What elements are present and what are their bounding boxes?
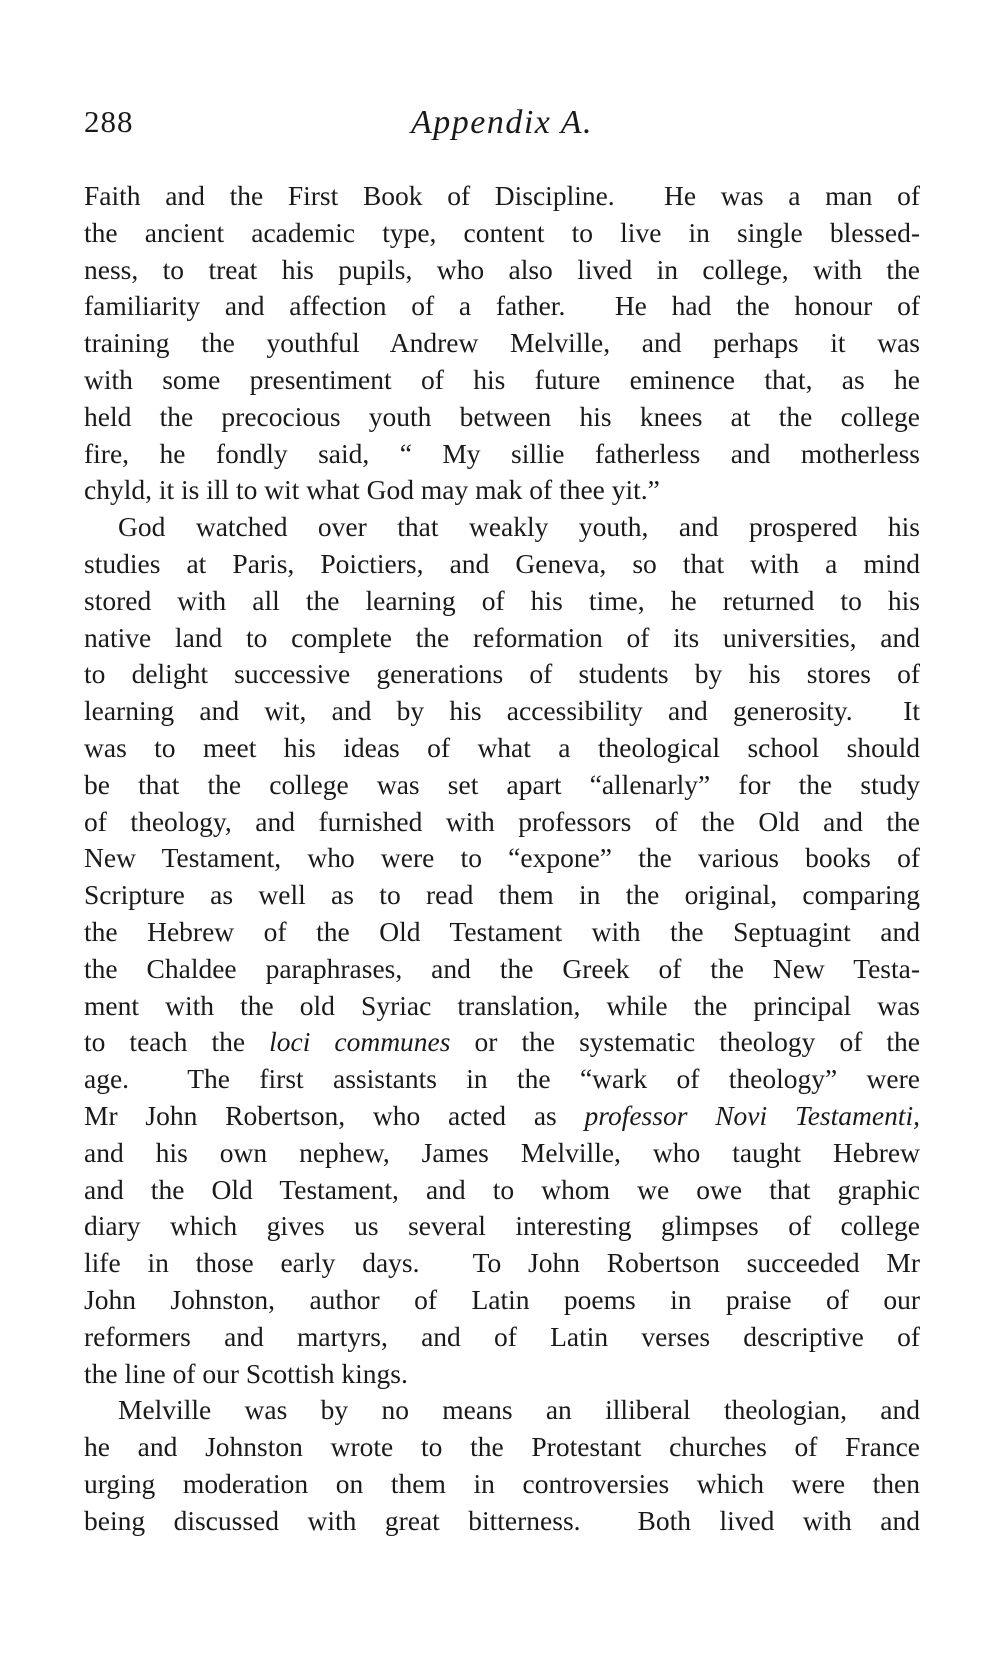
text-line: and the Old Testament, and to whom we owe that graphic <box>84 1173 920 1205</box>
text-line: God watched over that weakly youth, and prospered his <box>118 511 920 543</box>
text-line: the ancient academic type, content to live in single blessed- <box>84 216 920 248</box>
text-line: urging moderation on them in controversies which were then <box>84 1467 920 1499</box>
text-line: life in those early days. To John Robertson succeeded Mr <box>84 1247 920 1279</box>
text-line: the Chaldee paraphrases, and the Greek of the New Testa- <box>84 952 920 984</box>
text-line: ment with the old Syriac translation, while the principal was <box>84 989 920 1021</box>
text-line: the Hebrew of the Old Testament with the Septuagint and <box>84 915 920 947</box>
text-line: to delight successive generations of students by his stores of <box>84 658 920 690</box>
running-title: Appendix A. <box>410 104 594 141</box>
text-line: held the precocious youth between his knees at the college <box>84 400 920 432</box>
text-line: ness, to treat his pupils, who also lived in college, with the <box>84 253 920 285</box>
text-segment: to teach the <box>84 1026 270 1058</box>
text-line: age. The first assistants in the “wark of theology” were <box>84 1063 920 1095</box>
text-line: familiarity and affection of a father. He had the honour of <box>84 290 920 322</box>
text-line: chyld, it is ill to wit what God may mak of thee yit.” <box>84 474 660 506</box>
text-segment: or the systematic theology of the <box>450 1026 920 1058</box>
text-line: fire, he fondly said, “ My sillie fatherless and motherless <box>84 437 920 469</box>
text-line: studies at Paris, Poictiers, and Geneva, so that with a mind <box>84 547 920 579</box>
text-line: the line of our Scottish kings. <box>84 1357 408 1389</box>
text-line: John Johnston, author of Latin poems in praise of our <box>84 1283 920 1315</box>
italic-phrase: loci communes <box>269 1026 451 1058</box>
text-line: he and Johnston wrote to the Protestant churches of France <box>84 1431 920 1463</box>
text-line: stored with all the learning of his time, he returned to his <box>84 584 920 616</box>
italic-phrase: professor Novi Testamenti, <box>584 1099 920 1131</box>
text-line: training the youthful Andrew Melville, and perhaps it was <box>84 327 920 359</box>
text-line: reformers and martyrs, and of Latin verses descriptive of <box>84 1320 920 1352</box>
text-line: be that the college was set apart “allenarly” for the study <box>84 768 920 800</box>
text-line <box>84 1024 920 1061</box>
text-line <box>84 1098 920 1135</box>
text-line: New Testament, who were to “expone” the various books of <box>84 842 920 874</box>
text-line: Melville was by no means an illiberal theologian, and <box>118 1394 920 1426</box>
text-line: being discussed with great bitterness. Both lived with and <box>84 1504 920 1536</box>
text-line: Faith and the First Book of Discipline. He was a man of <box>84 180 920 211</box>
running-head <box>84 104 920 150</box>
text-line: was to meet his ideas of what a theological school should <box>84 731 920 763</box>
text-line: Scripture as well as to read them in the original, comparing <box>84 879 920 911</box>
text-segment: Mr John Robertson, who acted as <box>84 1099 585 1131</box>
text-line: and his own nephew, James Melville, who taught Hebrew <box>84 1136 920 1168</box>
text-line: native land to complete the reformation of its universities, and <box>84 621 920 653</box>
page-number: 288 <box>84 104 134 139</box>
text-line: of theology, and furnished with professors of the Old and the <box>84 805 920 837</box>
text-line: learning and wit, and by his accessibility and generosity. It <box>84 695 920 727</box>
text-line: with some presentiment of his future eminence that, as he <box>84 363 920 395</box>
text-line: diary which gives us several interesting glimpses of college <box>84 1210 920 1242</box>
body-text <box>84 178 920 1539</box>
